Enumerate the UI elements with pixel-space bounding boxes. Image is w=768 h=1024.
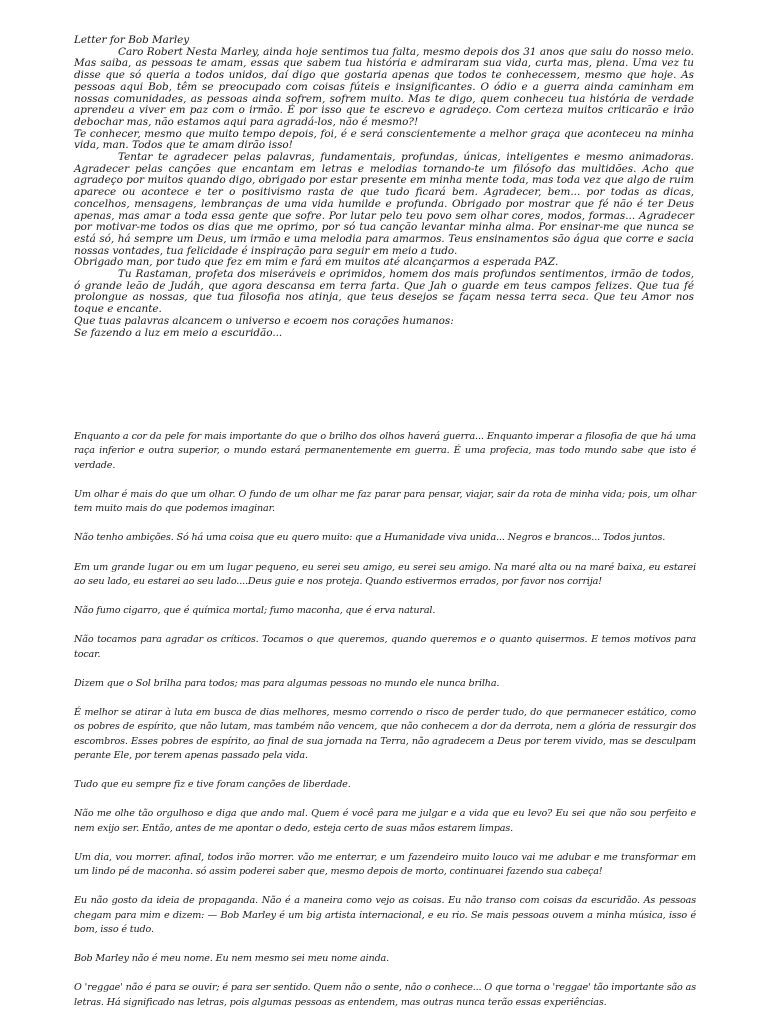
quote-paragraph: Não me olhe tão orgulhoso e diga que ando mal. Quem é você para me julgar e a vida que eu levo? Eu sei que não sou perfeito e nem exijo ser. Então, antes de me apontar o dedo, esteja certo de suas mãos estarem limpas. — [74, 808, 696, 834]
quote-paragraph: Enquanto a cor da pele for mais importante do que o brilho dos olhos haverá guerra... Enquanto imperar a filosofia de que há uma raça inferior e outra superior, o mundo estará permanentemente em guerra. É uma profecia, mas todo mundo sabe que isto é verdade. — [74, 431, 696, 471]
letter-section — [74, 35, 694, 339]
quote-paragraph: É melhor se atirar à luta em busca de dias melhores, mesmo correndo o risco de perder tudo, do que permanecer estático, como os pobres de espírito, que não lutam, mas também não vencem, que não conhecem a dor da derrota, nem a glória de ressurgir dos escombros. Esses pobres de espírito, ao final de sua jornada na Terra, não agradecem a Deus por terem vivido, mas se desculpam perante Ele, por terem apenas passado pela vida. — [74, 706, 696, 761]
quote-paragraph: Não fumo cigarro, que é química mortal; fumo maconha, que é erva natural. — [74, 605, 436, 616]
letter-paragraph: Tu Rastaman, profeta dos miseráveis e oprimidos, homem dos mais profundos sentimentos, irmão de todos, ó grande leão de Judáh, que agora descansa em terra farta. Que Jah o guarde em teus campos felizes. Que tua fé prolongue as nossas, que tua filosofia nos atinja, que teus desejos se façam nessa terra seca. Que teu Amor nos toque e encante. — [74, 268, 694, 316]
letter-paragraph: Tentar te agradecer pelas palavras, fundamentais, profundas, únicas, inteligentes e mesmo animadoras. Agradecer pelas canções que encantam em letras e melodias tornando-te um filósofo das multidões. Acho que agradeço por muitos quando digo, obrigado por estar presente em minha mente toda, mas toda vez que algo de ruim aparece ou acontece e ter o positivismo rasta de que tudo ficará bem. Agradecer, bem... por todas as dicas, concelhos, mensagens, lembranças de uma vida humilde e profunda. Obrigado por mostrar que fé não é ter Deus apenas, mas amar a toda essa gente que sofre. Por lutar pelo teu povo sem olhar cores, modos, formas... Agradecer por motivar-me todos os dias que me oprimo, por só tua canção levantar minha alma. Por ensinar-me que nunca se está só, há sempre um Deus, um irmão e uma melodia para amarmos. Teus ensinamentos são água que corre e sacia nossas vontades, tua felicidade é inspiração para seguir em meio a tudo. — [74, 151, 694, 257]
letter-paragraph: Caro Robert Nesta Marley, ainda hoje sentimos tua falta, mesmo depois dos 31 anos que saiu do nosso meio. Mas saiba, as pessoas te amam, essas que sabem tua história e admiraram sua vida, curta mas, plena. Uma vez tu disse que só queria a todos unidos, daí digo que gostaria apenas que todos te conhecessem, mesmo que hoje. As pessoas aqui Bob, têm se preocupado com coisas fúteis e insignificantes. O ódio e a guerra ainda caminham em nossas comunidades, as pessoas ainda sofrem, sofrem muito. Mas te digo, quem conheceu tua história de verdade aprendeu a viver em paz com o irmão. É por isso que te escrevo e agradeço. Com certeza muitos criticarão e irão debochar mas, não estamos aqui para agradá-los, não é mesmo?! — [74, 45, 694, 128]
quote-paragraph: Não tocamos para agradar os críticos. Tocamos o que queremos, quando queremos e o quanto quisermos. E temos motivos para tocar. — [74, 634, 696, 660]
letter-title: Letter for Bob Marley — [74, 34, 190, 46]
letter-paragraph: Obrigado man, por tudo que fez em mim e fará em muitos até alcançarmos a esperada PAZ. — [74, 256, 559, 269]
letter-closing-line: Se fazendo a luz em meio a escuridão... — [74, 326, 283, 339]
quote-paragraph: Um olhar é mais do que um olhar. O fundo de um olhar me faz parar para pensar, viajar, sair da rota de minha vida; pois, um olhar tem muito mais do que podemos imaginar. — [74, 488, 696, 515]
quote-paragraph: Não tenho ambições. Só há uma coisa que eu quero muito: que a Humanidade viva unida... Negros e brancos... Todos juntos. — [74, 532, 666, 544]
quotes-section — [74, 430, 696, 1024]
quote-paragraph: Bob Marley não é meu nome. Eu nem mesmo sei meu nome ainda. — [74, 953, 390, 964]
quote-paragraph: Eu não gosto da ideia de propaganda. Não é a maneira como vejo as coisas. Eu não transo com coisas da escuridão. As pessoas chegam para mim e dizem: — Bob Marley é um big artista internacional, e eu rio. Se mais pessoas ouvem a minha música, isso é bom, isso é tudo. — [74, 895, 696, 935]
quote-paragraph: Dizem que o Sol brilha para todos; mas para algumas pessoas no mundo ele nunca brilha. — [74, 677, 500, 689]
letter-paragraph: Te conhecer, mesmo que muito tempo depois, foi, é e será conscientemente a melhor graça que aconteceu na minha vida, man. Todos que te amam dirão isso! — [74, 127, 694, 152]
quote-paragraph: Em um grande lugar ou em um lugar pequeno, eu serei seu amigo, eu serei seu amigo. Na maré alta ou na maré baixa, eu estarei ao seu lado, eu estarei ao seu lado....Deus guie e nos proteja. Quando estivermos errados, por favor nos corrija! — [74, 561, 696, 587]
quote-paragraph: O 'reggae' não é para se ouvir; é para ser sentido. Quem não o sente, não o conhece... O que torna o 'reggae' tão importante são as letras. Há significado nas letras, pois algumas pessoas as entendem, mas outras nunca terão essas experiências. — [74, 982, 696, 1008]
quote-paragraph: Um dia, vou morrer. afinal, todos irão morrer. vão me enterrar, e um fazendeiro muito louco vai me adubar e me transformar em um lindo pé de maconha. só assim poderei saber que, mesmo depois de morto, continuarei fazendo sua cabeça! — [74, 851, 696, 877]
letter-paragraph: Que tuas palavras alcancem o universo e ecoem nos corações humanos: — [74, 314, 454, 327]
quote-paragraph: Tudo que eu sempre fiz e tive foram canções de liberdade. — [74, 779, 351, 790]
